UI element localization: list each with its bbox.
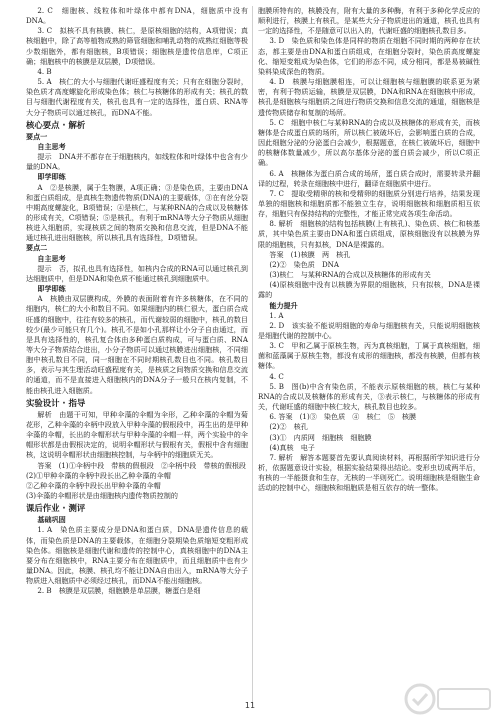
paragraph: 8. 解析 细胞核的结构包括核膜(上有核孔)、染色质、核仁和核基质，其中染色质主要由DNA和蛋白质组成，原核细胞没有以核膜为界限的细胞核，只有拟核，DNA是裸露的。	[258, 219, 480, 249]
watermark-logo	[402, 679, 494, 719]
paragraph: 3. D 染色质和染色体是同样的物质在细胞不同时期的两种存在状态，都主要是由DNA和蛋白质组成，在细胞分裂时，染色质高度螺旋化、缩短变粗成为染色体，它们的形态不同，成分相同，都是易被碱性染料染成深色的物质。	[258, 36, 480, 76]
paragraph: (4)真核 电子	[269, 442, 315, 452]
paragraph: 2. C 细胞核、线粒体和叶绿体中都有DNA，细胞质中没有DNA。	[26, 6, 248, 26]
subheading: 自主思考	[37, 141, 66, 151]
subheading: 能力提升	[269, 300, 298, 310]
paragraph: (3)① 内质网 细胞核 细胞膜	[269, 432, 372, 442]
paragraph: 7. 解析 解答本题要首先要认真阅读材料，再根据所学知识进行分析，依据题意设计实验，根据实验结果得出结论。变形虫切成两半后，有核的一半能摄食和生存，无核的一半则死亡。说明细胞核是细胞生命活动的控制中心，细胞核和细胞质是相互依存的统一整体。	[258, 452, 480, 493]
paragraph: 1. A 染色质主要成分是DNA和蛋白质，DNA是遗传信息的载体，而染色质是DNA的主要载体，在细胞分裂期染色质缩短变粗形成染色体。细胞核是细胞代谢和遗传的控制中心，真核细胞中的DNA主要分布在细胞核中，RNA主要分布在细胞质中，而且细胞质中也有少量DNA。因此，核膜、核孔均不能让DNA自由出入，mRNA等大分子物质进入细胞质中必须经过核孔，而DNA不能出细胞核。	[26, 525, 248, 586]
paragraph: (2)①甲种伞藻的伞柄中段长出乙种伞藻的伞帽	[26, 470, 171, 480]
section-heading: 实验设计 · 指导	[26, 397, 86, 408]
section-heading: 课后作业 · 测评	[26, 503, 86, 514]
paragraph: (2)② 染色质 DNA	[269, 259, 339, 269]
paragraph: 5. B 图(b)中含有染色质，不能表示原核细胞的核，核仁与某种RNA的合成以及核糖体的形成有关，③表示核仁，与核糖体的形成有关，代谢旺盛的细胞中核仁较大，核孔数目也较多。	[258, 381, 480, 412]
paragraph: (3)核仁 与某种RNA的合成以及核糖体的形成有关	[269, 270, 431, 280]
subheading: 基础巩固	[37, 515, 66, 525]
paragraph: 解析 由题干可知，甲种伞藻的伞帽为伞形，乙种伞藻的伞帽为菊花形，乙种伞藻的伞柄中段放入甲种伞藻的假根段中，再生出的是甲种伞藻的伞帽，长出的伞帽形状与甲种伞藻的伞帽一样，两个实验中的伞帽形状都是由假根决定的，说明伞帽形状与假根有关，假根中含有细胞核，这说明伞帽形状由细胞核控制，与伞柄中的细胞质无关。	[26, 409, 248, 460]
paragraph: 2. D 该实验不能说明细胞的寿命与细胞核有关，只能说明细胞核是细胞代谢的控制中心。	[258, 320, 480, 340]
paragraph: 3. C 拟核不具有核膜、核仁，是原核细胞的结构，A项错误；真核细胞中，除了高等植物成熟的筛管细胞和哺乳动物的成熟红细胞等极少数细胞外，都有细胞核，B项错误；细胞核是遗传信息库，C项正确；细胞核中的核膜是双层膜，D项错误。	[26, 26, 248, 66]
right-column	[258, 6, 480, 494]
subheading: 自主思考	[37, 253, 66, 263]
paragraph: 4. C	[269, 371, 284, 381]
paragraph: 6. 答案 (1)③ 染色质 ④ 核仁 ⑤ 核膜	[269, 412, 417, 422]
section-heading: 核心要点 · 解析	[26, 119, 86, 130]
paragraph: 答案 (1)核膜 两 核孔	[269, 249, 351, 259]
paragraph: (4)原核细胞中没有以核膜为界限的细胞核，只有拟核，DNA是裸露的	[258, 280, 480, 300]
paragraph: 3. C 甲和乙属于原核生物，丙为真核细胞，丁属于真核细胞，细菌和蓝藻属于原核生物，都没有成形的细胞核，都没有核膜，但都有核糖体。	[258, 341, 480, 371]
subheading: 要点一	[26, 131, 48, 141]
paragraph: 胞膜所特有的，核膜没有，附有大量的多种酶，有利于多种化学反应的顺利进行，核膜上有核孔，是某些大分子物质进出的通道，核孔也具有一定的选择性，不是随意可以出入的，代谢旺盛的细胞核孔数目多。	[258, 6, 480, 36]
paragraph: 提示 否，拟孔也具有选择性，如核内合成的RNA可以通过核孔到达细胞质中，但是DNA和染色质不能通过核孔到细胞质中。	[26, 263, 248, 283]
left-column	[26, 6, 248, 596]
paragraph: A 核膜由双层膜构成，外膜的表面附着有许多核糖体，在不同的细胞内，核仁的大小和数目不同。如果细胞内的核仁很大，蛋白质合成旺盛的细胞中，往往有较多的核孔，而代谢较弱的细胞中，核孔的数目较少(最少可能只有几个)。核孔不是如小孔那样让小分子自由通过，而是具有选择性的，核孔复合体由多种蛋白质构成，可与蛋白质、RNA等大分子物质结合进出，小分子物质可以通过核膜进出细胞核，不同细胞中核孔数目不同，同一细胞在不同时期核孔数目也不同。核孔数目多，表示与其生理活动旺盛程度有关，是核质之间物质交换和信息交流的通道，而不是直接进入细胞核内的DNA分子一般只在核内复制，不能由核孔进入细胞质。	[26, 294, 248, 395]
paragraph: 答案 (1)①伞柄中段 带核的假根段 ②伞柄中段 带核的假根段	[37, 460, 247, 470]
paragraph: 4. D 核膜与细胞膜相连，可以让细胞核与细胞膜的联系更为紧密，有利于物质运输，核膜是双层膜，DNA和RNA在细胞核中形成，核孔是细胞核与细胞质之间进行物质交换和信息交流的通道，细胞核是遗传物质储存和复制的场所。	[258, 77, 480, 117]
subheading: 要点二	[26, 243, 48, 253]
subheading: 即学即练	[37, 284, 66, 294]
paragraph: (2)② 核孔	[269, 422, 308, 432]
column-divider	[252, 6, 253, 706]
paragraph: 2. B 核膜是双层膜，细胞膜是单层膜，糖蛋白是细	[37, 586, 201, 596]
page-number: 11	[244, 701, 256, 710]
paragraph: 6. A 核糖体为蛋白质合成的场所，蛋白质合成时，需要转录并翻译的过程，转录在细胞核中进行，翻译在细胞质中进行。	[258, 168, 480, 188]
paragraph: 7. C 提取受精卵的核和受精卵的细胞质分别进行培养，结果发现单独的细胞核和细胞质都不能独立生存，说明细胞核和细胞质相互依存，细胞只有保持结构的完整性，才能正常完成各项生命活动。	[258, 188, 480, 219]
paragraph: ②乙种伞藻的伞柄中段长出甲种伞藻的伞帽	[26, 480, 161, 490]
paragraph: 5. A 核仁的大小与细胞代谢旺盛程度有关；只有在细胞分裂时，染色质才高度螺旋化形成染色体；核仁与核糖体的形成有关；核孔的数目与细胞代谢程度有关，核孔也具有一定的选择性，蛋白质、RNA等大分子物质可以通过核孔，而DNA不能。	[26, 77, 248, 117]
paragraph: (3)伞藻的伞帽形状是由细胞核内遗传物质控制的	[26, 491, 178, 501]
paragraph: 5. C 细胞中核仁与某种RNA的合成以及核糖体的形成有关，而核糖体是合成蛋白质的场所，所以核仁被破坏后，会影响蛋白质的合成，因此细胞分泌的分泌蛋白会减少，根据题意，在核仁被破坏后，细胞中的核糖体数量减少，所以高尔基体分泌的蛋白质会减少，所以C项正确。	[258, 117, 480, 168]
subheading: 即学即练	[37, 172, 66, 182]
paragraph: 1. A	[269, 310, 284, 320]
paragraph: 提示 DNA并不都存在于细胞核内，如线粒体和叶绿体中也含有少量的DNA。	[26, 152, 248, 172]
paragraph: A ②是核膜，属于生物膜，A项正确；③是染色质，主要由DNA和蛋白质组成，是真核生物遗传物质(DNA)的主要载体，③在有丝分裂中期高度螺旋化，B项错误；④是核仁，与某种RNA的合成以及核糖体的形成有关，C项错误；⑤是核孔，有利于mRNA等大分子物质从细胞核进入细胞质，实现核质之间的物质交换和信息交流，但是DNA不能通过核孔进出细胞核，所以核孔具有选择性，D项错误。	[26, 182, 248, 243]
paragraph: 4. B	[37, 66, 52, 76]
